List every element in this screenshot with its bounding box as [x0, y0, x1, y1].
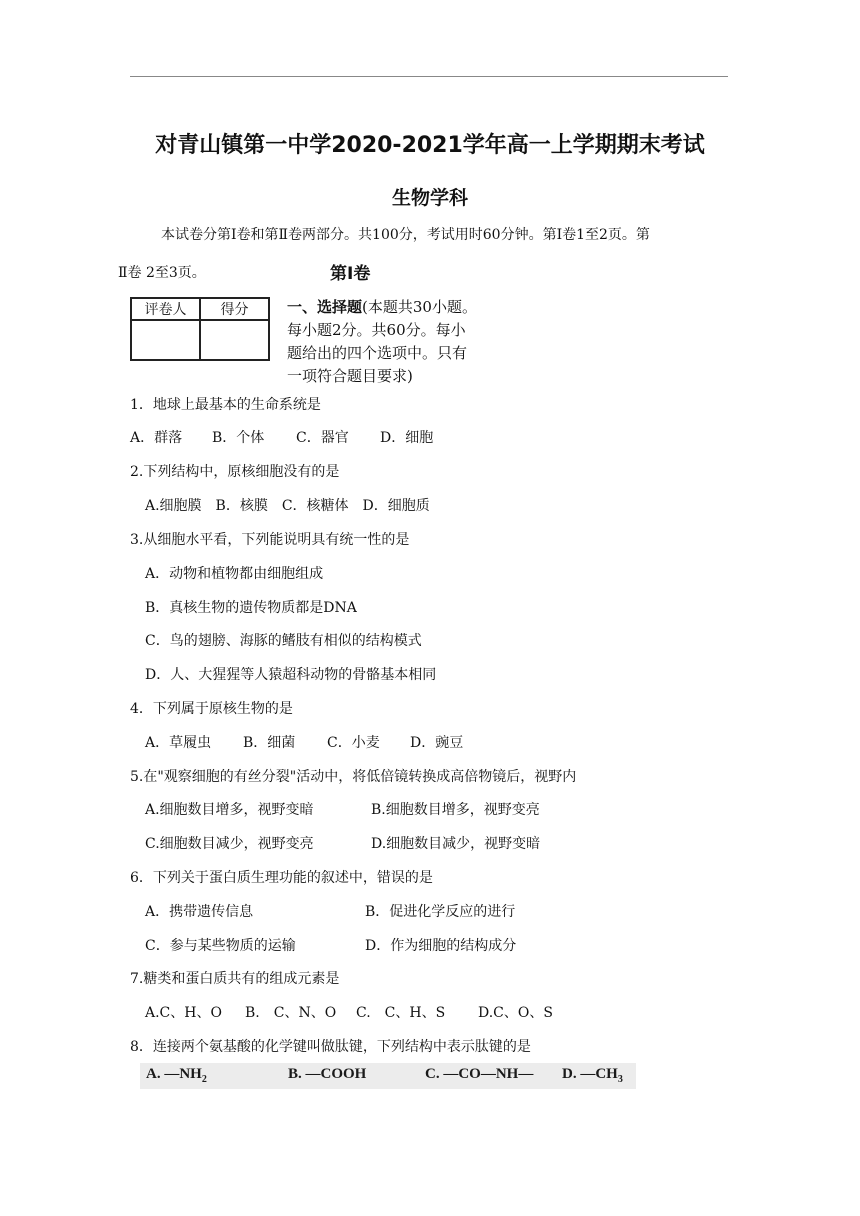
score-cell [200, 320, 269, 360]
question-3-stem: 3.从细胞水平看，下列能说明具有统一性的是 [130, 532, 410, 548]
part-title: 第Ⅰ卷 [330, 264, 371, 284]
question-1-stem: 1．地球上最基本的生命系统是 [130, 397, 321, 413]
question-7-option-c: C. C、H、S [356, 1005, 446, 1021]
question-5-option-a: A.细胞数目增多，视野变暗 [145, 802, 314, 818]
question-8-option-d: D. $—CH_3$ [562, 1066, 623, 1085]
score-table [130, 297, 270, 361]
section-line: 每小题2分。共60分。每小 [287, 321, 466, 339]
question-3-option-c: C．鸟的翅膀、海豚的鳍肢有相似的结构模式 [145, 633, 422, 649]
question-5-stem: 5.在"观察细胞的有丝分裂"活动中，将低倍镜转换成高倍物镜后，视野内 [130, 769, 577, 785]
question-8-option-b: B. —COOH [288, 1066, 367, 1082]
question-8-stem: 8．连接两个氨基酸的化学键叫做肽键，下列结构中表示肽键的是 [130, 1039, 531, 1055]
grader-cell [131, 320, 200, 360]
exam-subject: 生物学科 [391, 187, 468, 209]
question-2-stem: 2.下列结构中，原核细胞没有的是 [130, 464, 340, 480]
question-5-option-d: D.细胞数目减少，视野变暗 [371, 836, 541, 852]
question-1-option-a: A．群落 [130, 430, 183, 446]
question-2-options: A.细胞膜 B．核膜 C．核糖体 D．细胞质 [145, 498, 430, 514]
question-8-options-image [140, 1063, 636, 1089]
question-1-option-d: D．细胞 [380, 430, 434, 446]
score-header: 得分 [200, 298, 269, 320]
question-3-option-d: D．人、大猩猩等人猿超科动物的骨骼基本相同 [145, 667, 437, 683]
section-heading [287, 296, 477, 388]
intro-line-1: 本试卷分第Ⅰ卷和第Ⅱ卷两部分。共100分，考试用时60分钟。第Ⅰ卷1至2页。第 [161, 227, 650, 243]
question-3-option-b: B．真核生物的遗传物质都是DNA [145, 600, 357, 616]
question-7-stem: 7.糖类和蛋白质共有的组成元素是 [130, 971, 340, 987]
question-6-option-b: B．促进化学反应的进行 [365, 904, 516, 920]
question-5-option-c: C.细胞数目减少，视野变亮 [145, 836, 314, 852]
question-7-option-a: A.C、H、O [145, 1005, 222, 1021]
question-4-option-b: B．细菌 [243, 735, 296, 751]
question-7-option-b: B. C、N、O [245, 1005, 337, 1021]
question-1-option-c: C．器官 [296, 430, 349, 446]
question-4-option-a: A．草履虫 [145, 735, 212, 751]
section-line: 题给出的四个选项中。只有 [287, 344, 468, 362]
question-6-stem: 6．下列关于蛋白质生理功能的叙述中，错误的是 [130, 870, 433, 886]
intro-line-2: Ⅱ卷 2至3页。 [118, 265, 206, 281]
question-8-option-c: C. —CO—NH— [425, 1066, 534, 1082]
question-1-option-b: B．个体 [212, 430, 265, 446]
question-6-option-d: D．作为细胞的结构成分 [365, 938, 517, 954]
question-6-option-c: C．参与某些物质的运输 [145, 938, 296, 954]
section-line: (本题共30小题。 [362, 298, 477, 316]
exam-title: 对青山镇第一中学2020-2021学年高一上学期期末考试 [155, 133, 705, 158]
header-rule [130, 76, 728, 77]
question-4-stem: 4．下列属于原核生物的是 [130, 701, 293, 717]
section-line: 一项符合题目要求) [287, 367, 413, 385]
question-8-option-a: A. $—NH_2$ [146, 1066, 207, 1085]
grader-header: 评卷人 [131, 298, 200, 320]
question-6-option-a: A．携带遗传信息 [145, 904, 254, 920]
question-4-option-d: D．豌豆 [410, 735, 464, 751]
question-4-option-c: C．小麦 [327, 735, 380, 751]
question-5-option-b: B.细胞数目增多，视野变亮 [371, 802, 540, 818]
question-3-option-a: A．动物和植物都由细胞组成 [145, 566, 324, 582]
section-label: 一、选择题 [287, 298, 363, 316]
question-7-option-d: D.C、O、S [478, 1005, 553, 1021]
